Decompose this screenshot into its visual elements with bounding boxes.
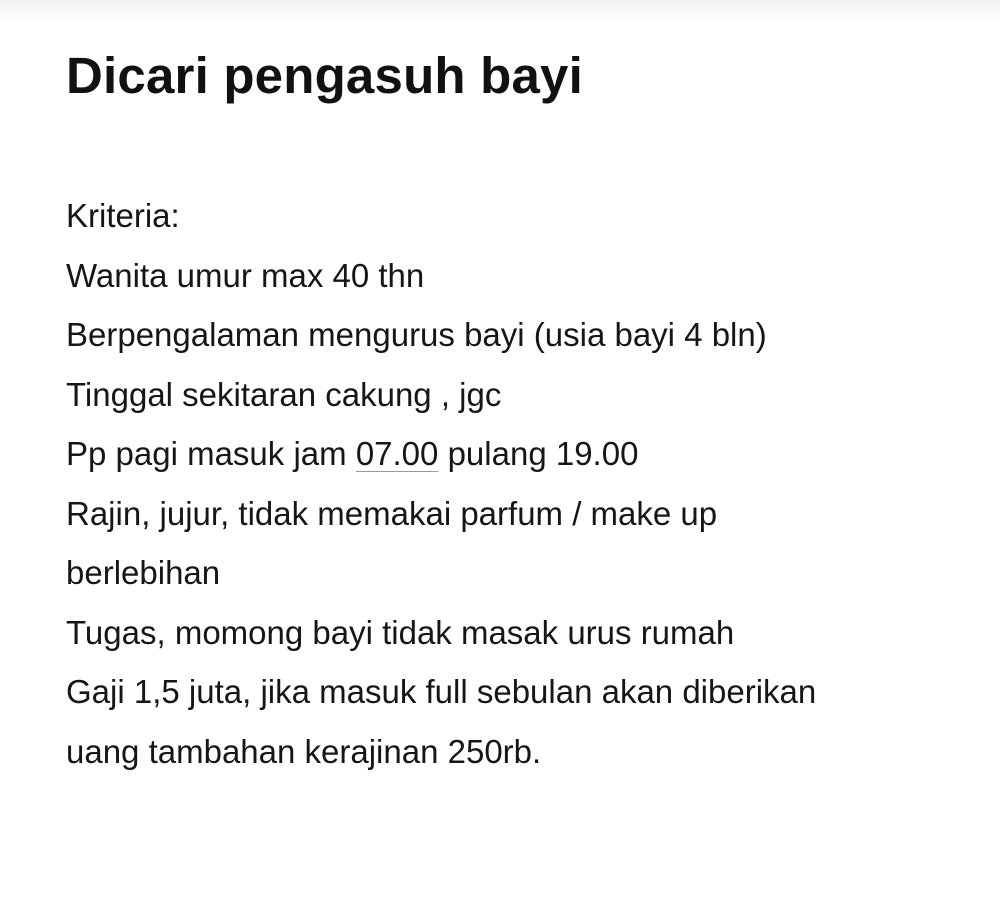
note-line-location: Tinggal sekitaran cakung , jgc — [66, 375, 502, 413]
top-edge-shadow — [0, 0, 1000, 22]
note-line-traits: Rajin, jujur, tidak memakai parfum / make up — [66, 494, 718, 532]
note-line-salary: Gaji 1,5 juta, jika masuk full sebulan akan diberikan — [66, 673, 817, 710]
note-line-salary-continued: uang tambahan kerajinan 250rb. — [66, 732, 542, 770]
note-line-age: Wanita umur max 40 thn — [66, 256, 425, 294]
note-line-criteria-heading: Kriteria: — [66, 197, 180, 234]
note-body[interactable] — [66, 186, 966, 781]
schedule-prefix-text: Pp pagi masuk jam — [66, 435, 356, 472]
time-detected-link[interactable]: 07.00 — [355, 435, 439, 472]
note-line-experience: Berpengalaman mengurus bayi (usia bayi 4 bln) — [66, 316, 767, 353]
schedule-suffix-text: pulang 19.00 — [438, 435, 639, 472]
note-line-traits-continued: berlebihan — [66, 554, 221, 591]
note-title: Dicari pengasuh bayi — [66, 47, 583, 104]
note-line-schedule — [66, 424, 966, 484]
note-line-duties: Tugas, momong bayi tidak masak urus rumah — [66, 613, 735, 651]
